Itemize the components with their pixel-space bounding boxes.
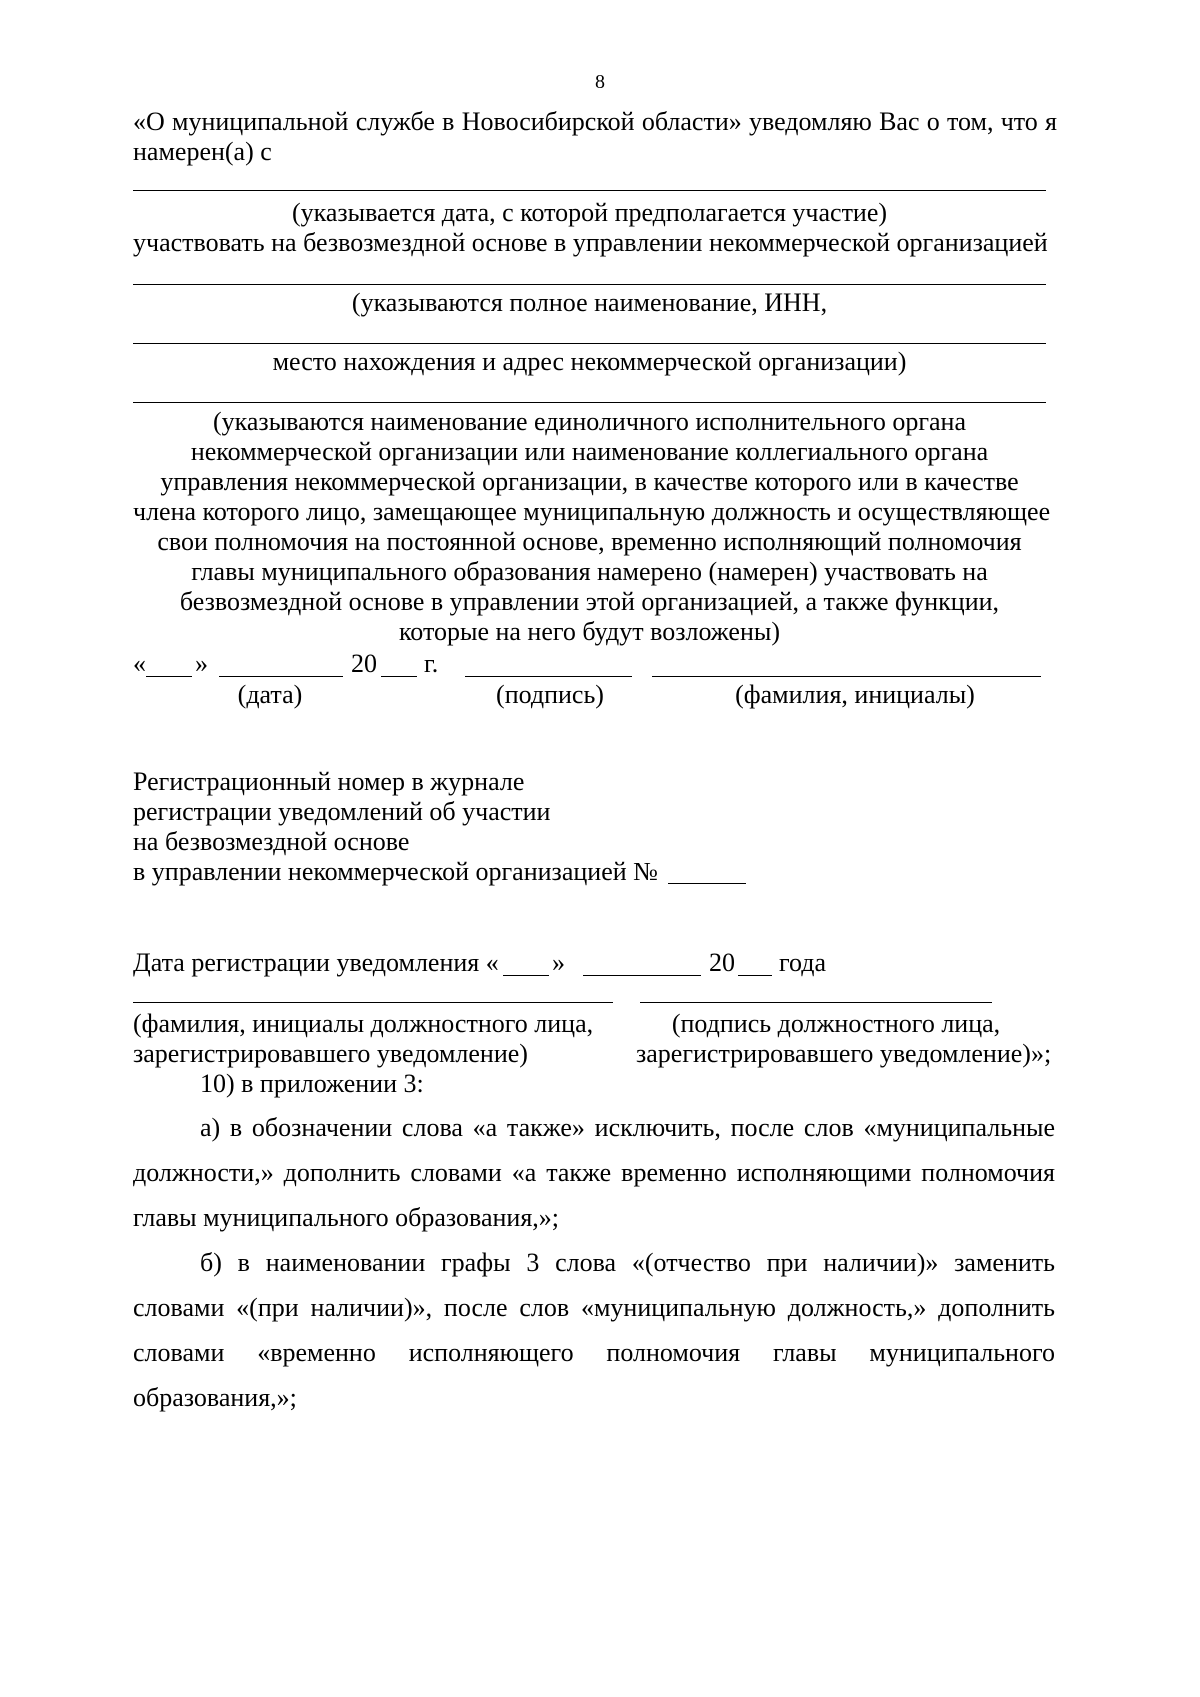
- signature-blank: [465, 676, 632, 677]
- reg-year-blank: [738, 975, 772, 976]
- body-caption-6: главы муниципального образования намерено (намерен) участвовать на: [191, 557, 988, 586]
- intro-line-1: «О муниципальной службе в Новосибирской области» уведомляю Вас о том, что я: [133, 107, 1057, 136]
- body-caption-8: которые на него будут возложены): [398, 617, 780, 646]
- name-label: (фамилия, инициалы): [735, 680, 975, 709]
- signature-label: (подпись): [496, 680, 604, 709]
- official-signature-blank: [640, 1002, 992, 1003]
- reg-day-blank: [503, 975, 549, 976]
- sig-year-prefix: 20: [351, 649, 377, 678]
- reg-year-prefix: 20: [709, 948, 735, 977]
- sig-open-quote: «: [133, 649, 146, 678]
- para-a-line-2: должности,» дополнить словами «а также временно исполняющими полномочия: [133, 1158, 1055, 1187]
- date-label: (дата): [237, 680, 303, 709]
- body-caption-5: свои полномочия на постоянной основе, временно исполняющий полномочия: [157, 527, 1022, 556]
- registration-number-blank: [668, 883, 746, 884]
- para-a-line-1: а) в обозначении слова «а также» исключить, после слов «муниципальные: [200, 1113, 1055, 1142]
- body-caption-4: члена которого лицо, замещающее муниципальную должность и осуществляющее: [133, 497, 1051, 526]
- sig-close-quote: »: [195, 649, 208, 678]
- registration-line-1: Регистрационный номер в журнале: [133, 767, 525, 796]
- body-caption-3: управления некоммерческой организации, в качестве которого или в качестве: [160, 467, 1019, 496]
- official-name-blank: [133, 1002, 613, 1003]
- official-right-line-1: (подпись должностного лица,: [671, 1009, 1001, 1038]
- body-caption-1: (указываются наименование единоличного исполнительного органа: [213, 407, 966, 436]
- participate-line: участвовать на безвозмездной основе в управлении некоммерческой организацией: [133, 228, 1048, 257]
- para-b-line-3: словами «временно исполняющего полномочия главы муниципального: [133, 1338, 1055, 1367]
- org-caption-1: (указываются полное наименование, ИНН,: [351, 288, 828, 317]
- official-right-line-2: зарегистрировавшего уведомление)»;: [636, 1039, 1052, 1068]
- org-blank-line-2: [133, 343, 1046, 344]
- official-left-line-1: (фамилия, инициалы должностного лица,: [133, 1009, 594, 1038]
- org-blank-line-1: [133, 284, 1046, 285]
- registration-line-4: в управлении некоммерческой организацией №: [133, 857, 658, 886]
- para-b-line-4: образования,»;: [133, 1383, 297, 1412]
- official-left-line-2: зарегистрировавшего уведомление): [133, 1039, 528, 1068]
- org-caption-2: место нахождения и адрес некоммерческой организации): [272, 347, 907, 376]
- item-10: 10) в приложении 3:: [200, 1069, 424, 1098]
- registration-line-3: на безвозмездной основе: [133, 827, 410, 856]
- org-blank-line-3: [133, 402, 1046, 403]
- reg-close-quote: »: [552, 948, 565, 977]
- sig-year-suffix: г.: [424, 649, 439, 678]
- sig-day-blank: [146, 676, 192, 677]
- page-number: 8: [595, 71, 605, 93]
- sig-year-blank: [381, 676, 417, 677]
- name-blank: [652, 676, 1041, 677]
- date-caption: (указывается дата, с которой предполагается участие): [291, 198, 888, 227]
- body-caption-2: некоммерческой организации или наименование коллегиального органа: [190, 437, 989, 466]
- body-caption-7: безвозмездной основе в управлении этой организацией, а также функции,: [179, 587, 1000, 616]
- registration-line-2: регистрации уведомлений об участии: [133, 797, 551, 826]
- date-blank-line: [133, 190, 1046, 191]
- intro-line-2: намерен(а) с: [133, 137, 272, 166]
- para-b-line-2: словами «(при наличии)», после слов «муниципальную должность,» дополнить: [133, 1293, 1055, 1322]
- para-b-line-1: б) в наименовании графы 3 слова «(отчество при наличии)» заменить: [200, 1248, 1055, 1277]
- sig-month-blank: [219, 676, 343, 677]
- para-a-line-3: главы муниципального образования,»;: [133, 1203, 560, 1232]
- reg-month-blank: [583, 975, 701, 976]
- reg-year-word: года: [779, 948, 827, 977]
- registration-date-label: Дата регистрации уведомления «: [133, 948, 499, 977]
